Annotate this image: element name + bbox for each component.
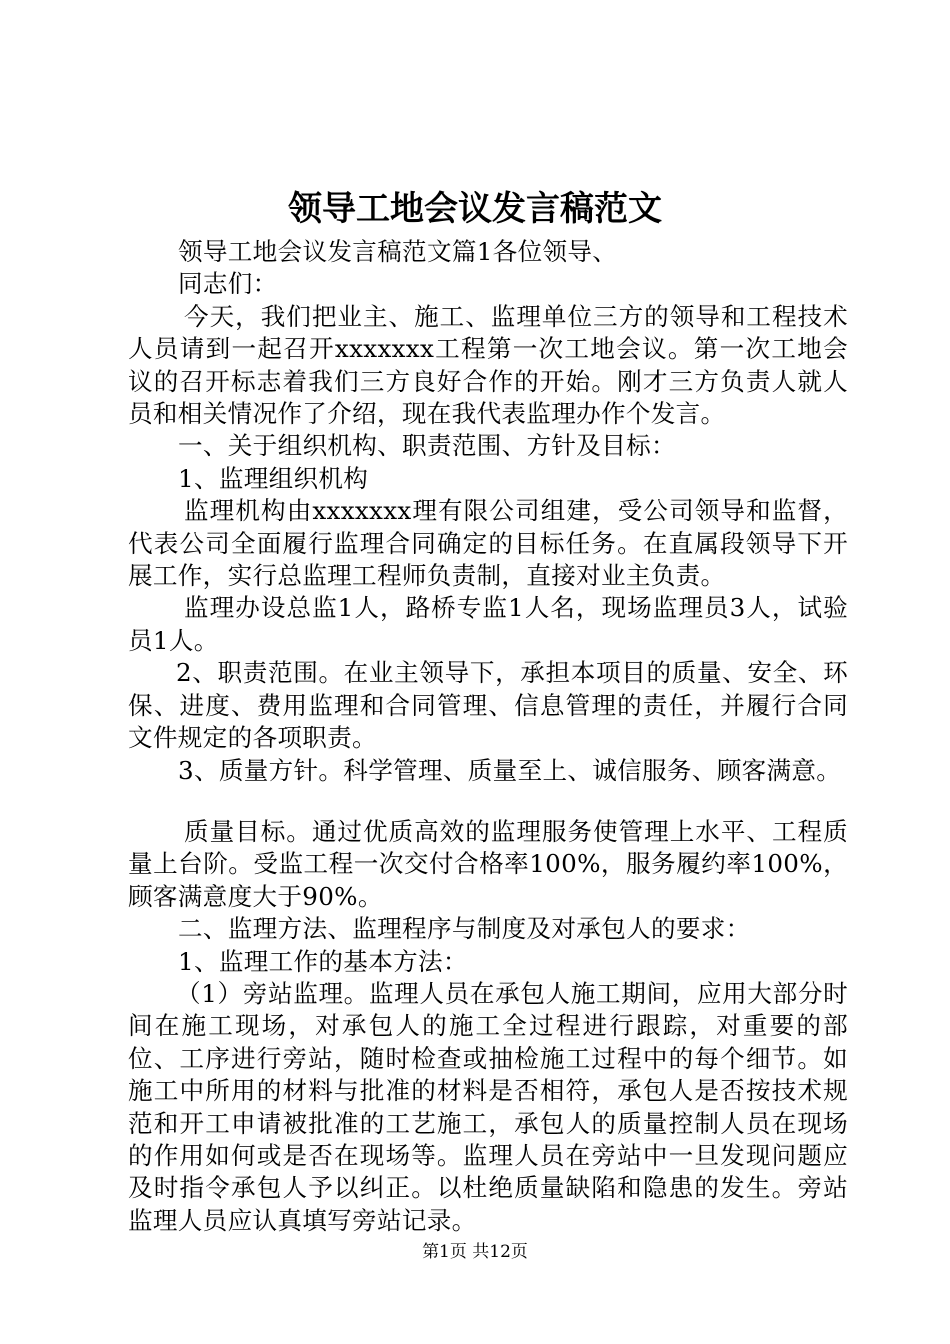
paragraph-6: 监理机构由xxxxxxx理有限公司组建，受公司领导和监督，代表公司全面履行监理合同确定的目标任务。在直属段领导下开展工作，实行总监理工程师负责制，直接对业主负责。 [128,496,848,591]
paragraph-3: 今天，我们把业主、施工、监理单位三方的领导和工程技术人员请到一起召开xxxxxxx工程第一次工地会议。第一次工地会议的召开标志着我们三方良好合作的开始。刚才三方负责人就人员和相关情况作了介绍，现在我代表监理办作个发言。 [128,301,848,429]
paragraph-gap [128,787,848,816]
paragraph-13: （1）旁站监理。监理人员在承包人施工期间，应用大部分时间在施工现场，对承包人的施工全过程进行跟踪，对重要的部位、工序进行旁站，随时检查或抽检施工过程中的每个细节。如施工中所用的材料与批准的材料是否相符，承包人是否按技术规范和开工申请被批准的工艺施工，承包人的质量控制人员在现场的作用如何或是否在现场等。监理人员在旁站中一旦发现问题应及时指令承包人予以纠正。以杜绝质量缺陷和隐患的发生。旁站监理人员应认真填写旁站记录。 [128,978,848,1235]
paragraph-2: 同志们： [178,269,278,299]
paragraph-5: 1、监理组织机构 [178,463,369,493]
paragraph-7: 监理办设总监1人，路桥专监1人名，现场监理员3人，试验员1人。 [128,593,848,655]
document-body [128,236,848,1237]
paragraph-8: 2、职责范围。在业主领导下，承担本项目的质量、安全、环保、进度、费用监理和合同管理、信息管理的责任，并履行合同文件规定的各项职责。 [128,658,848,753]
page-footer: 第1页 共12页 [422,1242,528,1262]
paragraph-11: 二、监理方法、监理程序与制度及对承包人的要求： [178,914,751,944]
paragraph-9: 3、质量方针。科学管理、质量至上、诚信服务、顾客满意。 [178,755,842,785]
document-title: 领导工地会议发言稿范文 [288,189,662,229]
paragraph-4: 一、关于组织机构、职责范围、方针及目标： [178,431,676,461]
paragraph-1: 领导工地会议发言稿范文篇1各位领导、 [178,237,618,266]
paragraph-12: 1、监理工作的基本方法： [178,946,468,976]
paragraph-10: 质量目标。通过优质高效的监理服务使管理上水平、工程质量上台阶。受监工程一次交付合格率100%，服务履约率100%，顾客满意度大于90%。 [128,816,848,911]
